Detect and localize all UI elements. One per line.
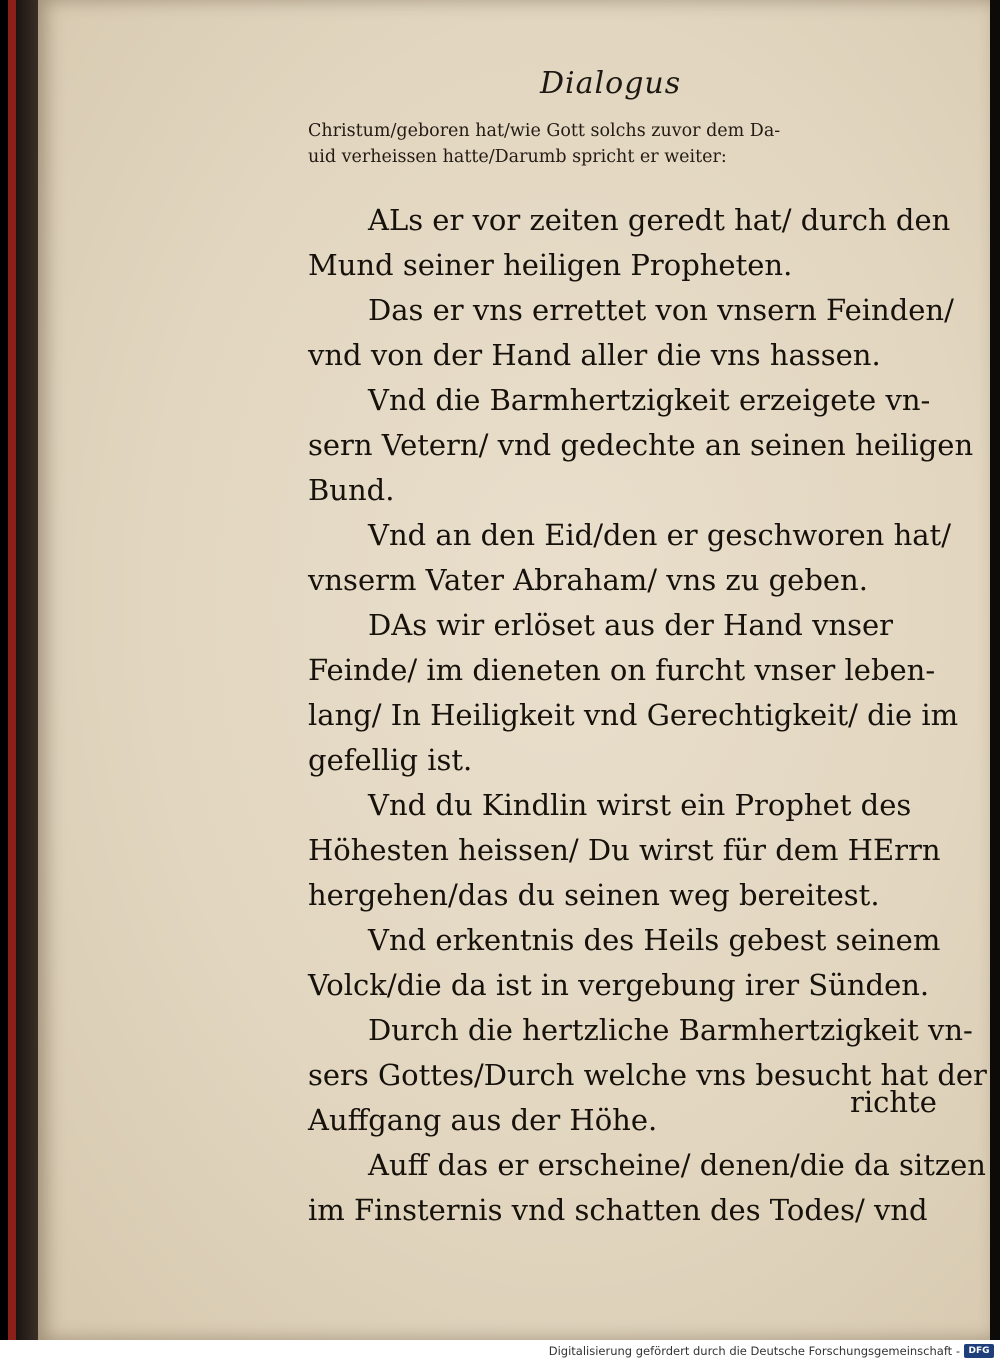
catchword: richte xyxy=(850,1085,937,1119)
page-gutter-shadow xyxy=(16,0,38,1340)
verse xyxy=(308,783,956,918)
verse-line: Vnd die Barmhertzigkeit erzeigete vn- xyxy=(368,383,931,417)
binding-red-strip xyxy=(8,0,16,1340)
verse xyxy=(308,603,959,783)
verse-line: Mund seiner heiligen Propheten. xyxy=(308,248,793,282)
verse-line: Vnd an den Eid/den er geschworen hat/ xyxy=(368,518,951,552)
footer-bar xyxy=(0,1340,1000,1362)
verse-line: Auff das er erscheine/ denen/die da sitzen xyxy=(368,1148,986,1182)
verse-line: sern Vetern/ vnd gedechte an seinen heiligen xyxy=(308,428,974,462)
verse-line: lang/ In Heiligkeit vnd Gerechtigkeit/ die im xyxy=(308,698,959,732)
verse xyxy=(308,378,974,513)
verse-line: Das er vns errettet von vnsern Feinden/ xyxy=(368,293,954,327)
funding-credit: Digitalisierung gefördert durch die Deutsche Forschungsgemeinschaft - xyxy=(548,1344,960,1358)
verse xyxy=(308,513,956,603)
verse-line: im Finsternis vnd schatten des Todes/ vnd xyxy=(308,1193,928,1227)
gloss-paragraph xyxy=(308,118,956,170)
verse xyxy=(308,288,956,378)
page-right-edge xyxy=(990,0,1000,1340)
gloss-line: uid verheissen hatte/Darumb spricht er weiter: xyxy=(308,147,727,167)
verse-line: Höhesten heissen/ Du wirst für dem HErrn xyxy=(308,833,941,867)
verse-line: gefellig ist. xyxy=(308,743,473,777)
verse xyxy=(308,1143,986,1233)
verse-line: Bund. xyxy=(308,473,395,507)
verse-line: Feinde/ im dieneten on furcht vnser leben- xyxy=(308,653,936,687)
verse-line: vnserm Vater Abraham/ vns zu geben. xyxy=(308,563,868,597)
verse-line: Auffgang aus der Höhe. xyxy=(308,1103,658,1137)
verse-line: vnd von der Hand aller die vns hassen. xyxy=(308,338,881,372)
verse xyxy=(308,198,956,288)
gloss-line: Christum/geboren hat/wie Gott solchs zuvor dem Da- xyxy=(308,121,781,141)
running-head: Dialogus xyxy=(540,66,682,101)
verse-line: Durch die hertzliche Barmhertzigkeit vn- xyxy=(368,1013,973,1047)
verse-line: sers Gottes/Durch welche vns besucht hat der xyxy=(308,1058,987,1092)
verse-line: DAs wir erlöset aus der Hand vnser xyxy=(368,608,894,642)
verse-block xyxy=(308,198,987,1233)
verse xyxy=(308,918,956,1008)
verse-line: Vnd erkentnis des Heils gebest seinem xyxy=(368,923,941,957)
verse-line: hergehen/das du seinen weg bereitest. xyxy=(308,878,880,912)
verse-line: Vnd du Kindlin wirst ein Prophet des xyxy=(368,788,912,822)
verse-line: Volck/die da ist in vergebung irer Sünden. xyxy=(308,968,930,1002)
verse-line: ALs er vor zeiten geredt hat/ durch den xyxy=(368,203,951,237)
verse xyxy=(308,1008,987,1143)
dfg-logo: DFG xyxy=(964,1344,994,1358)
